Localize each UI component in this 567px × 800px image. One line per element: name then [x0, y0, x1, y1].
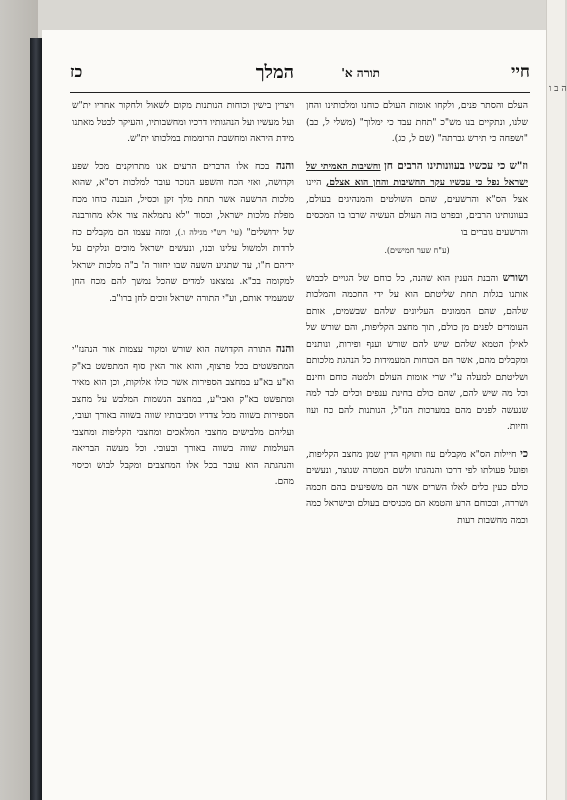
paragraph-text: ויצרין בישין וכוחות הנותנות מקום לשאול ולחקור אחריו ית"ש ועל מעשיו ועל הנהגותיו דרכיו ומחשבותיו, והעיקר לבטל מאתנו מידת היראה ומחשבת הרוממות במלכותו ית"ש. [72, 100, 294, 144]
paragraph [72, 158, 294, 308]
paragraph [306, 98, 528, 148]
paragraph [306, 270, 528, 436]
paragraph-lead: והנה [275, 159, 295, 172]
paragraph-text: חיילות הס"א מקבלים עוז ותוקף הדין שמן מחצב הקליפות, ופועל פעולתו לפי דרכו והנהגתו ולשם המטרה שנוצר, ונעשים כולם כעין כלים לאלו השרים אשר הם משפיעים בהם חכמה ושררה, ובכוחם הרע והטמא הם מכניסים בעולם ובישראל כמה וכמה מחשבות רעות [306, 448, 528, 526]
page-header [70, 62, 530, 88]
page-number: כז [70, 62, 83, 81]
reference: (ע"ח שער חמישים). [384, 246, 450, 255]
header-rule [70, 92, 530, 93]
paragraph-text: היינו אצל הס"א והרשעים, שהם השולטים והמנהיגים בעולם, בעוונותינו הרבים, ובפרט בזה העולם העשיה שרבו בו המכסים והרשעים גוברים בו [306, 177, 528, 238]
paragraph-text: בכח אלו הדברים הרעים אנו מתרוקנים מכל שפע וקדושה, ואזי הכח והשפע הנזכר עובר למלכות דס"א, שהוא מלכות הרשעה אשר תחת מלך זקן וכסיל, הנבנה כוחו מכח מפלת מלכות ישראל, וכסוד "לא נתמלאה צור אלא מחורבנה של ירושלים" [72, 160, 295, 238]
paragraph [306, 158, 528, 260]
paragraph-text: התורה הקדושה הוא שורש ומקור עצמות אור הנהנז"י המתפשטים בכל פרצוף, והוא אור האין סוף המתפשט בא"ק וא"ע בא"ע במחצב הספירות אשר כולו אלוקות, וכן הוא מאיר ומתפשט בא"ק ואבי"ע, במחצב הנשמות המלבש על מחצב הספירות בשווה מכל צדדיו וסביבותיו שווה בשווה באורך ועובי, ועליהם מלבישים מחצבי המלאכים ומחצבי הקליפות ומחצבי העולמות שווה בשווה באורך ובעובי. וכל מעשה הבריאה והנהגתה הוא עובר בכל אלו המחצבים ומקבל לבוש וכיסוי מהם. [72, 344, 294, 487]
header-right-title: חיי [511, 62, 530, 82]
underlined-text: וחשיבות האמיתי של ישראל נפל כי עכשיו עקר החשיבות והחן הוא אצלם, [306, 160, 528, 188]
paragraph [72, 341, 294, 491]
right-column [306, 98, 528, 698]
next-page-fragment: ה ב ו [549, 84, 567, 94]
next-page-edge [546, 0, 565, 800]
paragraph-text: העלם והסתר פנים, ולקחו אומות העולם כוחנו ומלכותינו והחן שלנו, ונתקיים בנו מש"כ "תחת עבד כי ימלוך" (משלי ל, כב) "ושפחה כי תירש גברתה" (שם ל, כג). [306, 100, 528, 144]
paragraph-text: ומזה עצמו הם מקבלים כח לרדות ולמשול עלינו ובנו, ונעשים ישראל מוכים ונלקים על ידיהם ח"ו, עד שתגיע השעה שבו יחזור ה' ב"ה מלכות ישראל למקומה בכ"א. נמצאנו למדים שהכל נמשך להם מכח החן שמעמיד אותם, וע"י התורה ישראל זוכים לחן ברו"ב. [72, 226, 294, 304]
paragraph-lead: כי [520, 447, 528, 460]
left-column [72, 98, 294, 698]
paragraph-text: והבנת הענין הוא שהנה, כל כוחם של הגויים לכבוש אותנו בגלות תחת שליטתם הוא על ידי החכמה והמלכות שלהם, שהם הממונים העליונים שלהם שבשמים, אותם העומדים לפנים מן כולם, תוך מחצב הקליפות, והם שורש של לאילן הטמא שלהם שיש להם שורש וענף ופירות, ונותנים ומקבלים מהם, אשר הם הכוחות המעמידות כל הנהגת מלכותם ושליטתם למעלה ע"י שרי אומות העולם ולמטה כוחם וחינם וכל מה שיש להם, שהם כולם בחינת ענפים וכלים לבד למה שנעשה לפנים מהם במערכות הנז"ל, הנותנות להם כח ועוז וחיות. [306, 272, 528, 432]
paragraph-lead: והנה [275, 343, 295, 355]
header-main-title: המלך [255, 62, 294, 83]
paragraph [72, 98, 294, 148]
book-spine [30, 38, 42, 800]
paragraph [306, 446, 528, 530]
header-center-title: תורה א' [341, 66, 380, 80]
reference: (עי' רש"י מגילה ו.), [175, 227, 243, 237]
paragraph-lead: ושורש [502, 271, 529, 284]
paragraph-lead: וז"ש כי עכשיו בעוונותינו הרבים חן [384, 159, 528, 172]
